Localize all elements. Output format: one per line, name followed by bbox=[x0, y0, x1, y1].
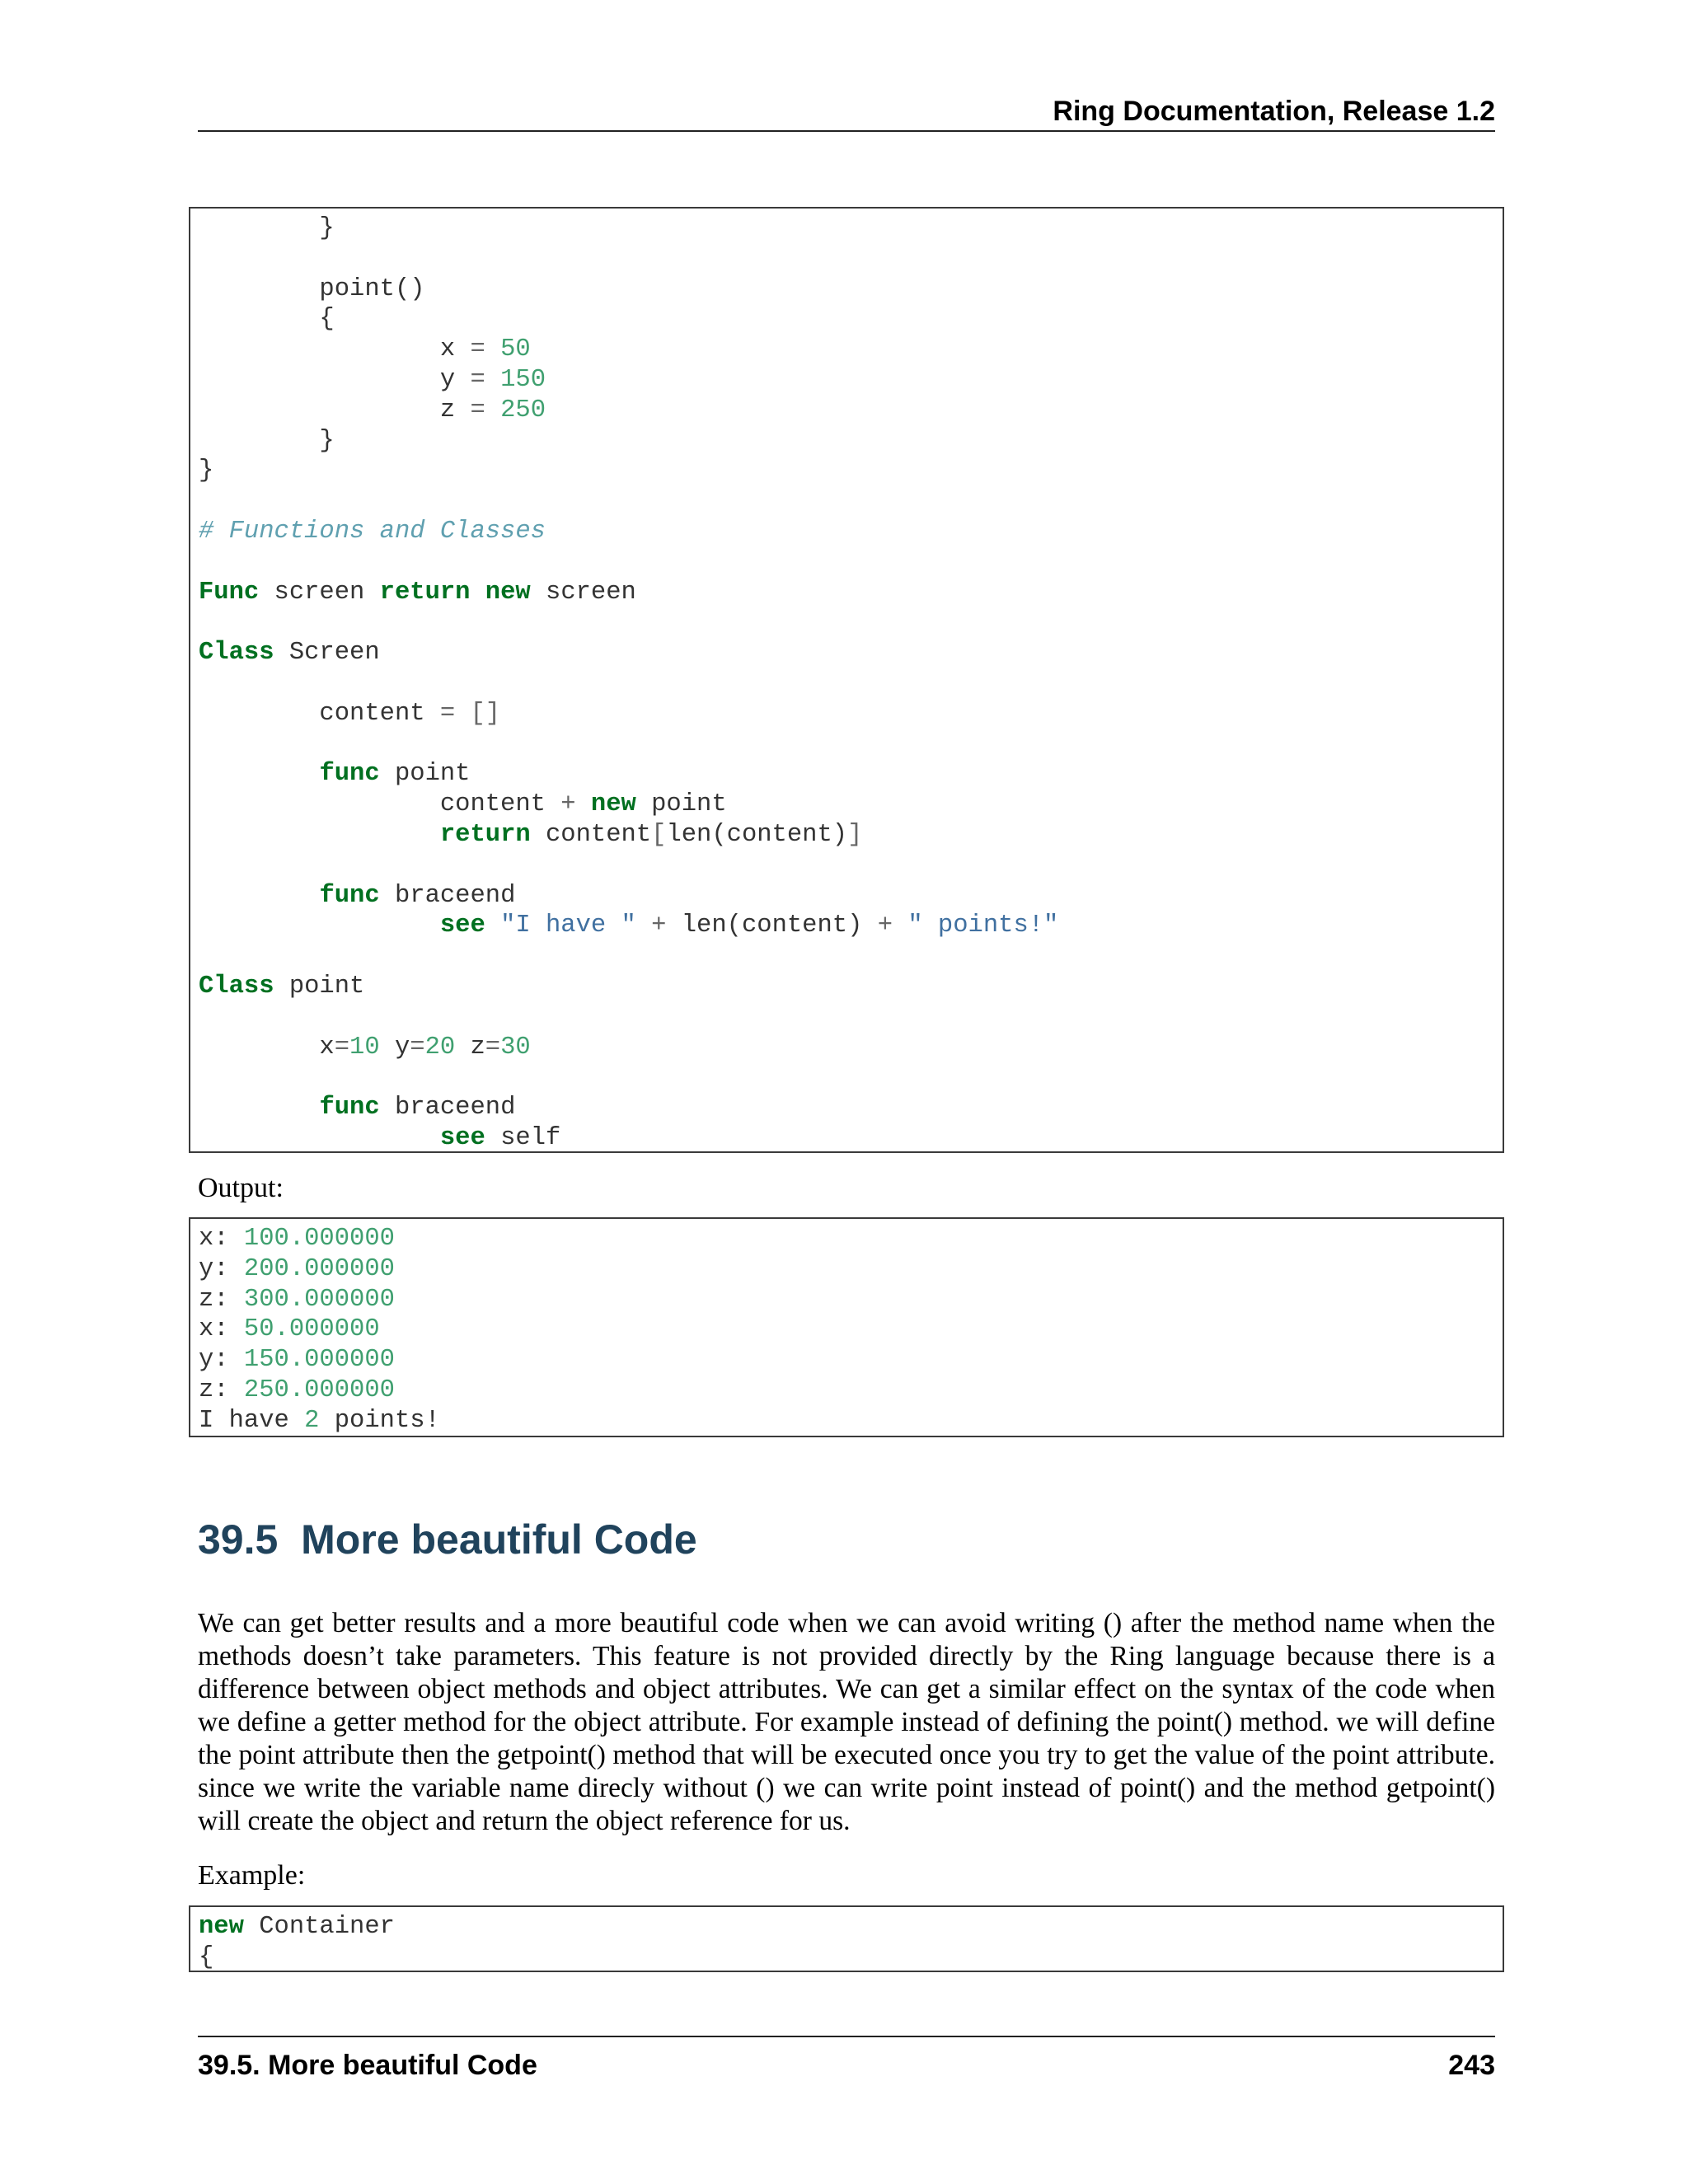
output-listing: x: 100.000000 y: 200.000000 z: 300.000000 x: 50.000000 y: 150.000000 z: 250.000000 I have 2 points! bbox=[199, 1225, 440, 1435]
code-block-example bbox=[189, 207, 1504, 1153]
page-footer bbox=[198, 2036, 1495, 2083]
output-label: Output: bbox=[198, 1173, 284, 1203]
section-title: More beautiful Code bbox=[301, 1516, 697, 1563]
section-paragraph: We can get better results and a more beautiful code when we can avoid writing () after the method name when the methods doesn’t take parameters. This feature is not provided directly by the Ring language because there is a difference between object methods and object attributes. We can get a similar effect on the syntax of the code when we define a getter method for the object attribute. For example instead of defining the point() method. we will define the point attribute then the getpoint() method that will be executed once you try to get the value of the point attribute. since we write the variable name direcly without () we can write point instead of point() and the method getpoint() will create the object and return the object reference for us. bbox=[198, 1608, 1495, 1836]
code-block-container bbox=[189, 1905, 1504, 1972]
code-listing: } point() { x = 50 y = 150 z = 250 } } # Functions and Classes Func screen return new screen Class Screen content = [] func point content + new point return content[len(content)] func braceend see "I have " + len(content) + " points!" Class point x=10 y=20 z=30 func braceend see self bbox=[199, 214, 1059, 1152]
page-number: 243 bbox=[1448, 2050, 1495, 2081]
section-number: 39.5 bbox=[198, 1516, 279, 1563]
code-listing-container: new Container { bbox=[199, 1913, 395, 1971]
document-title: Ring Documentation, Release 1.2 bbox=[1053, 96, 1495, 127]
page-header bbox=[198, 92, 1495, 132]
section-heading bbox=[198, 1515, 697, 1564]
output-block bbox=[189, 1217, 1504, 1437]
footer-section: 39.5. More beautiful Code bbox=[198, 2050, 537, 2081]
example-label: Example: bbox=[198, 1860, 306, 1891]
